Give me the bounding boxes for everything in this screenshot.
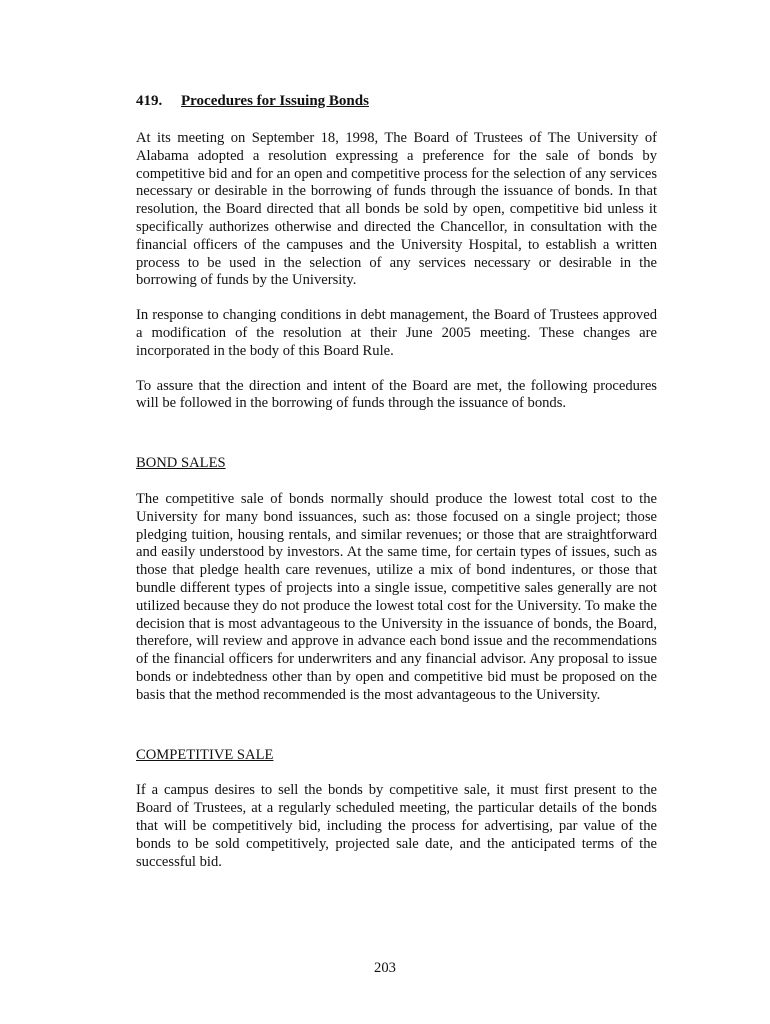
section-title: Procedures for Issuing Bonds bbox=[181, 93, 369, 109]
intro-paragraph-2: In response to changing conditions in debt management, the Board of Trustees approved a modification of the resolution at their June 2005 meeting. These changes are incorporated in the body of this Board Rule. bbox=[136, 307, 657, 359]
bond-sales-paragraph: The competitive sale of bonds normally should produce the lowest total cost to the University for many bond issuances, such as: those focused on a single project; those pledging tuition, housing rentals, and similar revenues; or those that are straightforward and easily understood by investors. At the same time, for certain types of issues, such as those that pledge health care revenues, utilize a mix of bond indentures, or those that bundle different types of projects into a single issue, competitive sales generally are not utilized because they do not produce the lowest total cost for the University. To make the decision that is most advantageous to the University in the issuance of bonds, the Board, therefore, will review and approve in advance each bond issue and the recommendations of the financial officers for underwriters and any financial advisor. Any proposal to issue bonds or indebtedness other than by open and competitive bid must be proposed on the basis that the method recommended is the most advantageous to the University. bbox=[136, 490, 657, 703]
page-number: 203 bbox=[374, 960, 396, 976]
competitive-sale-heading: COMPETITIVE SALE bbox=[136, 746, 274, 763]
bond-sales-heading: BOND SALES bbox=[136, 455, 226, 472]
intro-paragraph-1: At its meeting on September 18, 1998, The Board of Trustees of The University of Alabama adopted a resolution expressing a preference for the sale of bonds by competitive bid and for an open and competitive process for the selection of any services necessary or desirable in the borrowing of funds through the issuance of bonds. In that resolution, the Board directed that all bonds be sold by open, competitive bid unless it specifically authorizes otherwise and directed the Chancellor, in consultation with the financial officers of the campuses and the University Hospital, to establish a written process to be used in the selection of any services necessary or desirable in the borrowing of funds by the University. bbox=[136, 130, 657, 289]
competitive-sale-paragraph: If a campus desires to sell the bonds by competitive sale, it must first present to the Board of Trustees, at a regularly scheduled meeting, the particular details of the bonds that will be competitively bid, including the process for advertising, par value of the bonds to be sold competitively, projected sale date, and the anticipated terms of the successful bid. bbox=[136, 782, 657, 870]
intro-paragraph-3: To assure that the direction and intent of the Board are met, the following procedures will be followed in the borrowing of funds through the issuance of bonds. bbox=[136, 377, 657, 412]
document-body bbox=[136, 92, 657, 871]
section-heading bbox=[136, 92, 657, 110]
section-number: 419. bbox=[136, 93, 163, 109]
